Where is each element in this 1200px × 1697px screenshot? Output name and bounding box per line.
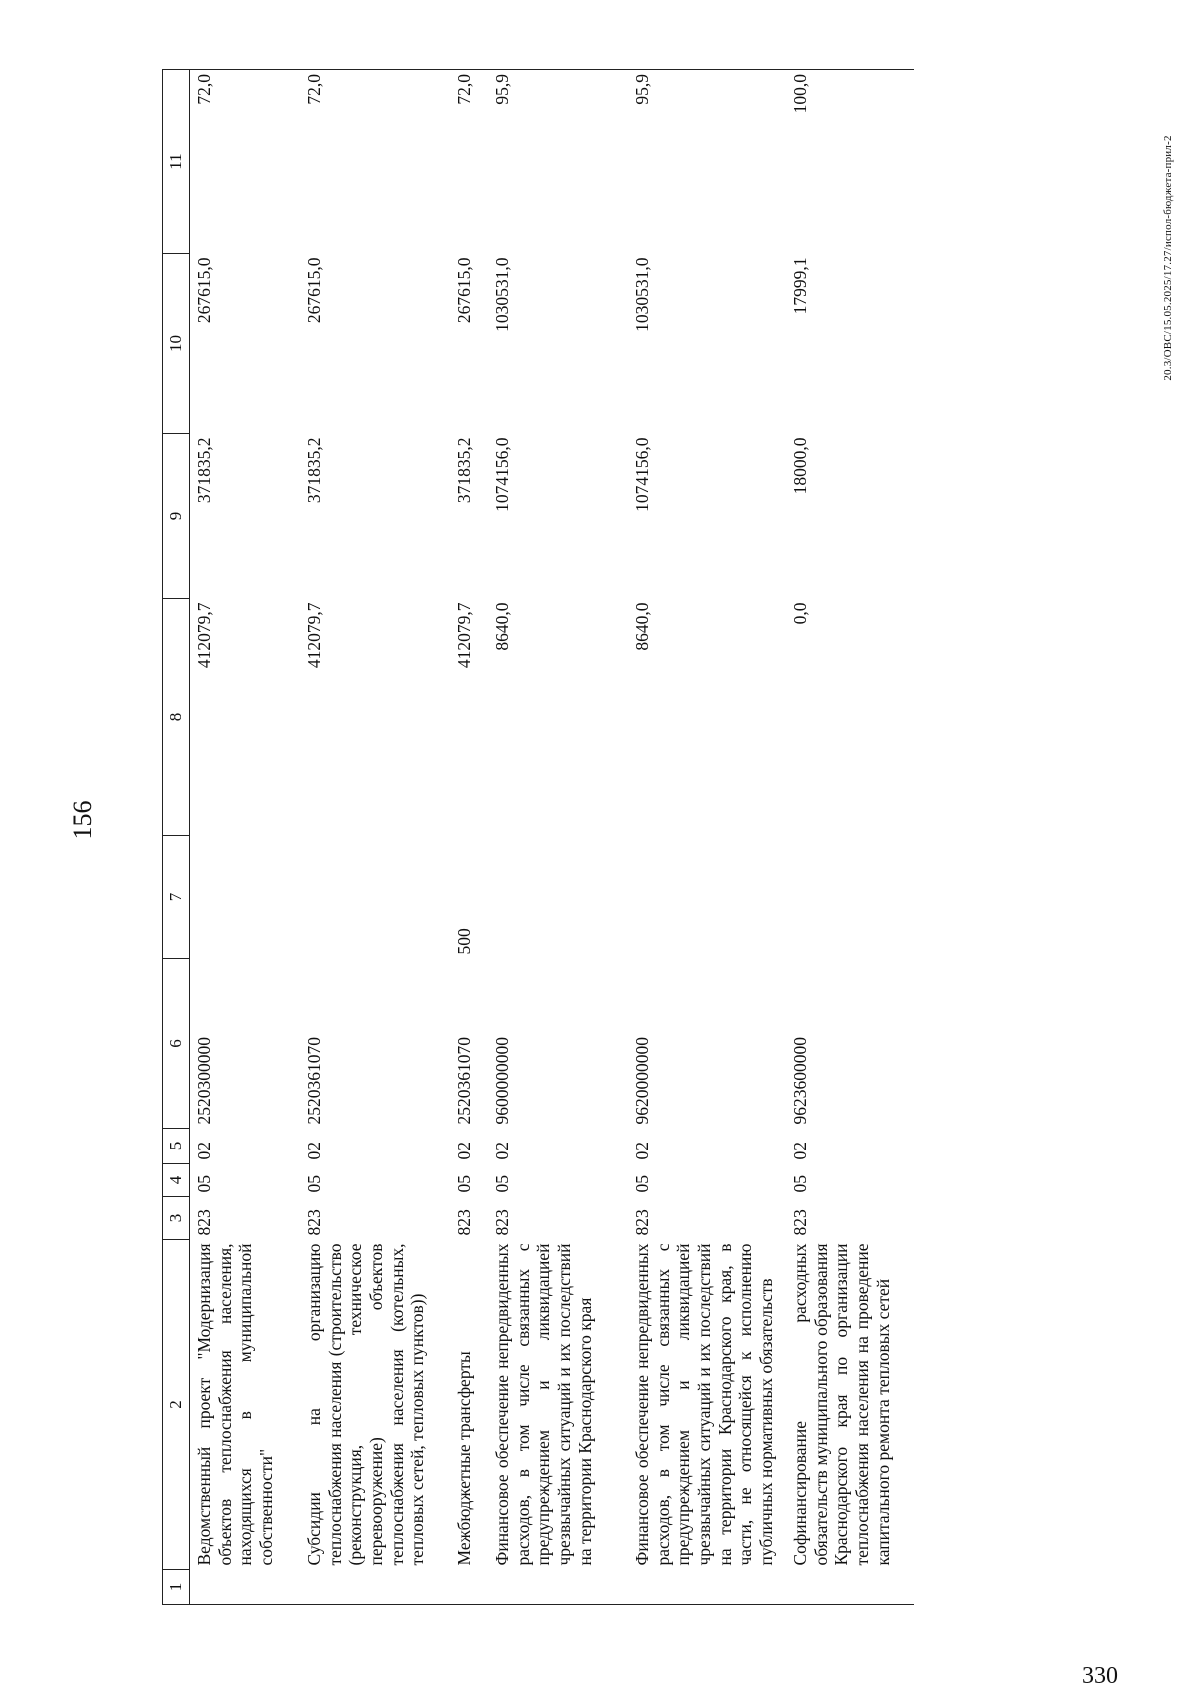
cell-col-9: 371835,2 xyxy=(304,437,324,504)
row-index-cell xyxy=(786,1570,914,1605)
table-row xyxy=(786,70,914,1605)
budget-table xyxy=(162,69,914,1605)
table-row xyxy=(300,70,450,1605)
cell-col-11: 72,0 xyxy=(450,70,488,254)
cell-target-article: 2520300000 xyxy=(194,1037,214,1125)
row-name: Софинансирование расходных обязательств муниципального образования Краснодарского края по организации теплоснабжения населения на проведение капитального ремонта тепловых сетей xyxy=(790,1243,893,1566)
header-col-10: 10 xyxy=(163,254,190,434)
cell-subsection: 02 xyxy=(304,1142,324,1160)
cell-col-11: 72,0 xyxy=(190,70,301,254)
cell-grbs: 823 xyxy=(304,1209,324,1236)
cell-col-10: 1030531,0 xyxy=(632,257,652,332)
cell-subsection: 02 xyxy=(632,1142,652,1160)
cell-section: 05 xyxy=(454,1175,474,1193)
cell-col-8: 0,0 xyxy=(790,602,810,625)
cell-subsection: 02 xyxy=(492,1142,512,1160)
cell-grbs: 823 xyxy=(492,1209,512,1236)
cell-section: 05 xyxy=(304,1175,324,1193)
cell-col-8: 412079,7 xyxy=(454,602,474,669)
row-index-cell xyxy=(450,1570,488,1605)
header-col-11: 11 xyxy=(163,70,190,254)
cell-col-9: 371835,2 xyxy=(194,437,214,504)
cell-expense-type xyxy=(786,836,914,959)
cell-col-9: 18000,0 xyxy=(790,437,810,495)
cell-expense-type xyxy=(488,836,628,959)
row-name: Финансовое обеспечение непредвиденных расходов, в том числе связанных с предупреждением и ликвидацией чрезвычайных ситуаций и их последствий на территории Краснодарского края xyxy=(492,1243,595,1566)
cell-grbs: 823 xyxy=(790,1209,810,1236)
table-row xyxy=(190,70,301,1605)
header-col-4: 4 xyxy=(163,1164,190,1197)
header-row xyxy=(163,70,190,1605)
cell-col-11: 95,9 xyxy=(488,70,628,254)
cell-expense-type xyxy=(628,836,786,959)
cell-grbs: 823 xyxy=(454,1209,474,1236)
cell-col-9: 371835,2 xyxy=(454,437,474,504)
cell-col-9: 1074156,0 xyxy=(492,437,512,512)
row-index-cell xyxy=(190,1570,301,1605)
row-index-cell xyxy=(300,1570,450,1605)
cell-section: 05 xyxy=(790,1175,810,1193)
cell-grbs: 823 xyxy=(194,1209,214,1236)
cell-col-10: 267615,0 xyxy=(194,257,214,324)
page-number-top: 156 xyxy=(68,800,97,840)
cell-col-10: 267615,0 xyxy=(304,257,324,324)
header-col-3: 3 xyxy=(163,1197,190,1240)
cell-section: 05 xyxy=(492,1175,512,1193)
row-name: Межбюджетные трансферты xyxy=(454,1351,474,1566)
table-row xyxy=(488,70,628,1605)
header-col-1: 1 xyxy=(163,1570,190,1605)
cell-col-10: 17999,1 xyxy=(790,257,810,315)
cell-subsection: 02 xyxy=(454,1142,474,1160)
budget-table-rotated xyxy=(162,70,1012,1605)
cell-expense-type xyxy=(190,836,301,959)
table-row xyxy=(628,70,786,1605)
row-name: Финансовое обеспечение непредвиденных расходов, в том числе связанных с предупреждением и ликвидацией чрезвычайных ситуаций и их последствий на территории Краснодарского края, в части, не относящейся к исполнению публичных нормативных обязательств xyxy=(632,1243,776,1566)
row-name: Субсидии на организацию теплоснабжения населения (строительство (реконструкция, техническое перевооружение) объектов теплоснабжения населения (котельных, тепловых сетей, тепловых пунктов)) xyxy=(304,1243,428,1566)
cell-col-8: 412079,7 xyxy=(304,602,324,669)
cell-col-11: 72,0 xyxy=(300,70,450,254)
cell-col-9: 1074156,0 xyxy=(632,437,652,512)
header-col-7: 7 xyxy=(163,836,190,959)
cell-col-10: 267615,0 xyxy=(454,257,474,324)
cell-subsection: 02 xyxy=(790,1142,810,1160)
row-name: Ведомственный проект "Модернизация объектов теплоснабжения населения, находящихся в муниципальной собственности" xyxy=(194,1243,276,1566)
page-number-bottom: 330 xyxy=(1082,1663,1118,1689)
cell-col-10: 1030531,0 xyxy=(492,257,512,332)
cell-col-8: 8640,0 xyxy=(492,602,512,651)
cell-expense-type: 500 xyxy=(454,928,474,955)
cell-col-11: 100,0 xyxy=(786,70,914,254)
document-reference: 20.3/ОВС/15.05.2025/17.27/испол-бюджета-прил-2 xyxy=(1162,135,1174,381)
header-col-8: 8 xyxy=(163,599,190,836)
row-index-cell xyxy=(488,1570,628,1605)
header-col-2: 2 xyxy=(163,1240,190,1570)
cell-subsection: 02 xyxy=(194,1142,214,1160)
header-col-9: 9 xyxy=(163,434,190,599)
cell-section: 05 xyxy=(632,1175,652,1193)
cell-target-article: 2520361070 xyxy=(454,1037,474,1125)
cell-target-article: 9620000000 xyxy=(632,1037,652,1125)
cell-target-article: 2520361070 xyxy=(304,1037,324,1125)
table-row xyxy=(450,70,488,1605)
cell-grbs: 823 xyxy=(632,1209,652,1236)
cell-target-article: 9623600000 xyxy=(790,1037,810,1125)
cell-section: 05 xyxy=(194,1175,214,1193)
cell-col-11: 95,9 xyxy=(628,70,786,254)
row-index-cell xyxy=(628,1570,786,1605)
cell-expense-type xyxy=(300,836,450,959)
cell-col-8: 412079,7 xyxy=(194,602,214,669)
header-col-6: 6 xyxy=(163,959,190,1129)
header-col-5: 5 xyxy=(163,1129,190,1164)
cell-target-article: 9600000000 xyxy=(492,1037,512,1125)
cell-col-8: 8640,0 xyxy=(632,602,652,651)
